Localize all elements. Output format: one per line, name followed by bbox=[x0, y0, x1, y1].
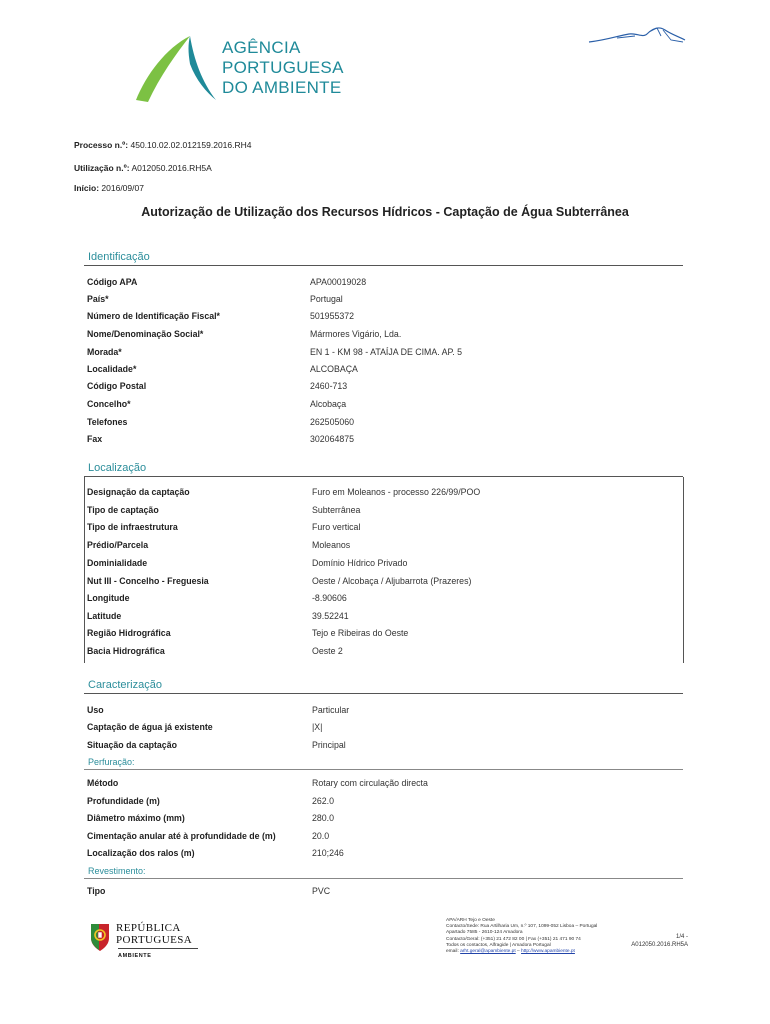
row-label: Concelho* bbox=[87, 399, 131, 409]
processo-line bbox=[74, 140, 252, 150]
row-label: Latitude bbox=[87, 611, 122, 621]
row-label: Longitude bbox=[87, 593, 130, 603]
row-value: Particular bbox=[312, 705, 350, 715]
table-row bbox=[84, 311, 683, 328]
table-row bbox=[84, 540, 683, 557]
table-row bbox=[84, 434, 683, 451]
row-label: Tipo de captação bbox=[87, 505, 159, 515]
table-row bbox=[84, 796, 683, 813]
row-label: Tipo bbox=[87, 886, 106, 896]
table-row bbox=[84, 329, 683, 346]
processo-value: 450.10.02.02.012159.2016.RH4 bbox=[130, 140, 252, 150]
utilizacao-label: Utilização n.º: bbox=[74, 163, 130, 173]
table-row bbox=[84, 886, 683, 903]
document-title: Autorização de Utilização dos Recursos Hídricos - Captação de Água Subterrânea bbox=[141, 205, 629, 219]
table-row bbox=[84, 417, 683, 434]
row-value: 302064875 bbox=[310, 434, 355, 444]
row-value: 501955372 bbox=[310, 311, 355, 321]
row-value: Mármores Vigário, Lda. bbox=[310, 329, 402, 339]
inicio-line bbox=[74, 183, 144, 193]
row-value: Tejo e Ribeiras do Oeste bbox=[312, 628, 409, 638]
row-value: Oeste / Alcobaça / Aljubarrota (Prazeres) bbox=[312, 576, 472, 586]
subsection-title-revestimento: Revestimento: bbox=[88, 866, 146, 876]
row-value: 210;246 bbox=[312, 848, 344, 858]
section-divider bbox=[84, 476, 683, 477]
table-row bbox=[84, 294, 683, 311]
subsection-title-perfuracao: Perfuração: bbox=[88, 757, 135, 767]
table-row bbox=[84, 740, 683, 757]
row-value: Furo em Moleanos - processo 226/99/POO bbox=[312, 487, 481, 497]
republica-line-2: PORTUGUESA bbox=[116, 934, 193, 946]
table-row bbox=[84, 778, 683, 795]
row-label: Cimentação anular até à profundidade de (m) bbox=[87, 831, 276, 841]
row-value: Oeste 2 bbox=[312, 646, 343, 656]
row-value: Furo vertical bbox=[312, 522, 361, 532]
website-link[interactable]: http://www.apambiente.pt bbox=[521, 949, 575, 955]
table-row bbox=[84, 381, 683, 398]
row-label: Bacia Hidrográfica bbox=[87, 646, 165, 656]
address-line: APA/ARH Tejo e Oeste bbox=[446, 918, 495, 923]
row-label: Morada* bbox=[87, 347, 122, 357]
row-label: Designação da captação bbox=[87, 487, 190, 497]
republica-text bbox=[116, 922, 192, 946]
row-label: Captação de água já existente bbox=[87, 722, 213, 732]
row-label: Código Postal bbox=[87, 381, 147, 391]
table-row bbox=[84, 399, 683, 416]
row-value: Rotary com circulação directa bbox=[312, 778, 428, 788]
page-number: 1/4 - bbox=[675, 934, 688, 940]
row-value: Portugal bbox=[310, 294, 343, 304]
section-title-caracterizacao: Caracterização bbox=[88, 679, 162, 691]
table-row bbox=[84, 558, 683, 575]
section-divider bbox=[84, 693, 683, 694]
table-row bbox=[84, 593, 683, 610]
table-row bbox=[84, 576, 683, 593]
table-row bbox=[84, 705, 683, 722]
row-label: Telefones bbox=[87, 417, 128, 427]
table-row bbox=[84, 646, 683, 663]
utilizacao-value: A012050.2016.RH5A bbox=[131, 163, 212, 173]
row-label: Uso bbox=[87, 705, 104, 715]
row-label: Método bbox=[87, 778, 119, 788]
row-value: Domínio Hídrico Privado bbox=[312, 558, 408, 568]
row-label: Profundidade (m) bbox=[87, 796, 160, 806]
logo-line-2: PORTUGUESA bbox=[222, 58, 344, 77]
row-label: Localidade* bbox=[87, 364, 137, 374]
subsection-divider bbox=[84, 878, 683, 879]
table-row bbox=[84, 505, 683, 522]
section-divider bbox=[84, 265, 683, 266]
table-row bbox=[84, 722, 683, 739]
table-row bbox=[84, 347, 683, 364]
page-number-block bbox=[620, 933, 688, 949]
table-border-right bbox=[683, 477, 684, 663]
address-line: Contacto/Sede: Rua Artilharia Um, n.º 107, 1099-052 Lisboa – Portugal bbox=[446, 924, 598, 930]
row-value: |X| bbox=[312, 722, 323, 732]
coat-of-arms-icon bbox=[88, 922, 112, 952]
row-label: Região Hidrográfica bbox=[87, 628, 171, 638]
row-label: Tipo de infraestrutura bbox=[87, 522, 178, 532]
row-label: Dominialidade bbox=[87, 558, 148, 568]
republica-sub: AMBIENTE bbox=[118, 953, 152, 959]
table-row bbox=[84, 277, 683, 294]
row-value: Alcobaça bbox=[310, 399, 347, 409]
row-value: EN 1 - KM 98 - ATAÍJA DE CIMA. AP. 5 bbox=[310, 347, 463, 357]
table-row bbox=[84, 831, 683, 848]
row-label: Situação da captação bbox=[87, 740, 177, 750]
row-label: Fax bbox=[87, 434, 103, 444]
email-link[interactable]: arht.geral@apambiente.pt bbox=[460, 949, 516, 955]
republica-portuguesa-logo bbox=[88, 920, 208, 964]
table-row bbox=[84, 628, 683, 645]
row-label: Número de Identificação Fiscal* bbox=[87, 311, 220, 321]
row-value: 262505060 bbox=[310, 417, 355, 427]
section-title-identificacao: Identificação bbox=[88, 251, 150, 263]
email-prefix: email: bbox=[446, 949, 461, 955]
table-row bbox=[84, 487, 683, 504]
apa-logo bbox=[128, 30, 348, 112]
processo-label: Processo n.º: bbox=[74, 140, 129, 150]
row-label: País* bbox=[87, 294, 109, 304]
republica-underline bbox=[118, 948, 198, 949]
row-label: Prédio/Parcela bbox=[87, 540, 149, 550]
republica-line-1: REPÚBLICA bbox=[116, 922, 181, 934]
inicio-label: Início: bbox=[74, 183, 100, 193]
logo-line-1: AGÊNCIA bbox=[222, 38, 301, 57]
table-row bbox=[84, 813, 683, 830]
apa-leaf-icon bbox=[128, 30, 223, 112]
row-value: 262.0 bbox=[312, 796, 335, 806]
row-label: Nut III - Concelho - Freguesia bbox=[87, 576, 209, 586]
apa-logo-text bbox=[222, 38, 344, 98]
signature-icon bbox=[587, 24, 687, 48]
address-line: Apartado 7585 - 2610-124 Amadora bbox=[446, 930, 523, 936]
row-label: Nome/Denominação Social* bbox=[87, 329, 204, 339]
separator: – bbox=[515, 949, 522, 955]
row-value: Moleanos bbox=[312, 540, 351, 550]
row-value: ALCOBAÇA bbox=[310, 364, 358, 374]
table-row bbox=[84, 848, 683, 865]
row-label: Diâmetro máximo (mm) bbox=[87, 813, 185, 823]
subsection-divider bbox=[84, 769, 683, 770]
row-value: 2460-713 bbox=[310, 381, 348, 391]
logo-line-3: DO AMBIENTE bbox=[222, 78, 342, 97]
row-value: 280.0 bbox=[312, 813, 335, 823]
row-label: Localização dos ralos (m) bbox=[87, 848, 195, 858]
row-value: 20.0 bbox=[312, 831, 330, 841]
row-value: 39.52241 bbox=[312, 611, 349, 621]
row-value: Principal bbox=[312, 740, 346, 750]
table-row bbox=[84, 522, 683, 539]
table-row bbox=[84, 364, 683, 381]
address-line: Todos os contactos, Alfragide | Amadora Portugal bbox=[446, 942, 551, 948]
row-label: Código APA bbox=[87, 277, 138, 287]
utilizacao-line bbox=[74, 163, 212, 173]
address-contact-line bbox=[446, 949, 597, 955]
row-value: APA00019028 bbox=[310, 277, 367, 287]
document-reference: A012050.2016.RH5A bbox=[631, 942, 688, 948]
row-value: PVC bbox=[312, 886, 331, 896]
address-line: Contacto/Geral: (+351) 21 472 82 00 | Fax (+351) 21 471 90 74 bbox=[446, 936, 581, 942]
section-title-localizacao: Localização bbox=[88, 462, 147, 474]
row-value: Subterrânea bbox=[312, 505, 361, 515]
row-value: -8.90606 bbox=[312, 593, 347, 603]
footer-address bbox=[446, 918, 597, 955]
inicio-value: 2016/09/07 bbox=[101, 183, 144, 193]
table-row bbox=[84, 611, 683, 628]
